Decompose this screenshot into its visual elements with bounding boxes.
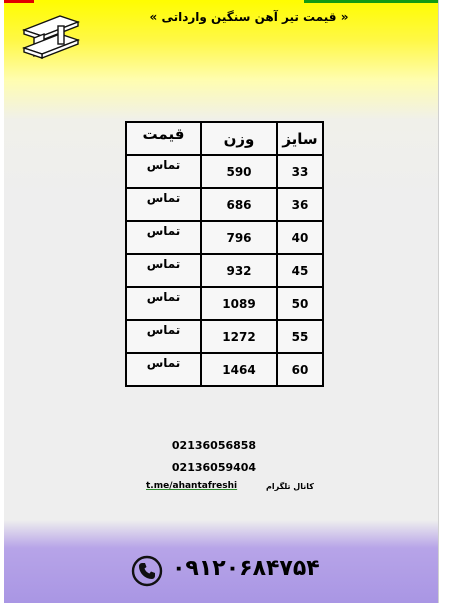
table-row [126,221,323,254]
steel-beam-icon [20,12,84,60]
page-title: « قیمت تیر آهن سنگین وارداتی » [149,10,349,24]
table-row [126,353,323,386]
cell-price: تماس [126,188,201,221]
table-row [126,320,323,353]
telegram-channel-label: کانال تلگرام [266,482,314,491]
cell-price: تماس [126,254,201,287]
cell-weight: 1089 [201,287,277,320]
cell-size: 40 [277,221,323,254]
cell-weight: 590 [201,155,277,188]
phone-numbers [159,435,269,479]
green-stripe [304,0,438,3]
cell-price: تماس [126,287,201,320]
cell-price: تماس [126,353,201,386]
cell-weight: 932 [201,254,277,287]
phone-number-1: 02136056858 [171,439,257,452]
cell-weight: 796 [201,221,277,254]
header-weight: وزن [201,122,277,155]
phone-number-2: 02136059404 [171,461,257,474]
cell-price: تماس [126,320,201,353]
red-stripe [4,0,34,3]
cell-weight: 1272 [201,320,277,353]
table-row [126,188,323,221]
header-price: قیمت [126,122,201,155]
cell-price: تماس [126,155,201,188]
cell-price: تماس [126,221,201,254]
table-row [126,287,323,320]
table-row [126,155,323,188]
telegram-link[interactable]: t.me/ahantafreshi [146,481,238,491]
cell-size: 50 [277,287,323,320]
cell-weight: 686 [201,188,277,221]
cell-size: 55 [277,320,323,353]
header-size: سایز [277,122,323,155]
price-sheet [4,0,439,603]
mobile-number: ۰۹۱۲۰۶۸۴۷۵۴ [172,556,320,581]
price-table [125,121,324,387]
phone-icon [131,555,163,587]
cell-size: 33 [277,155,323,188]
cell-size: 60 [277,353,323,386]
table-row [126,254,323,287]
cell-size: 36 [277,188,323,221]
cell-size: 45 [277,254,323,287]
cell-weight: 1464 [201,353,277,386]
